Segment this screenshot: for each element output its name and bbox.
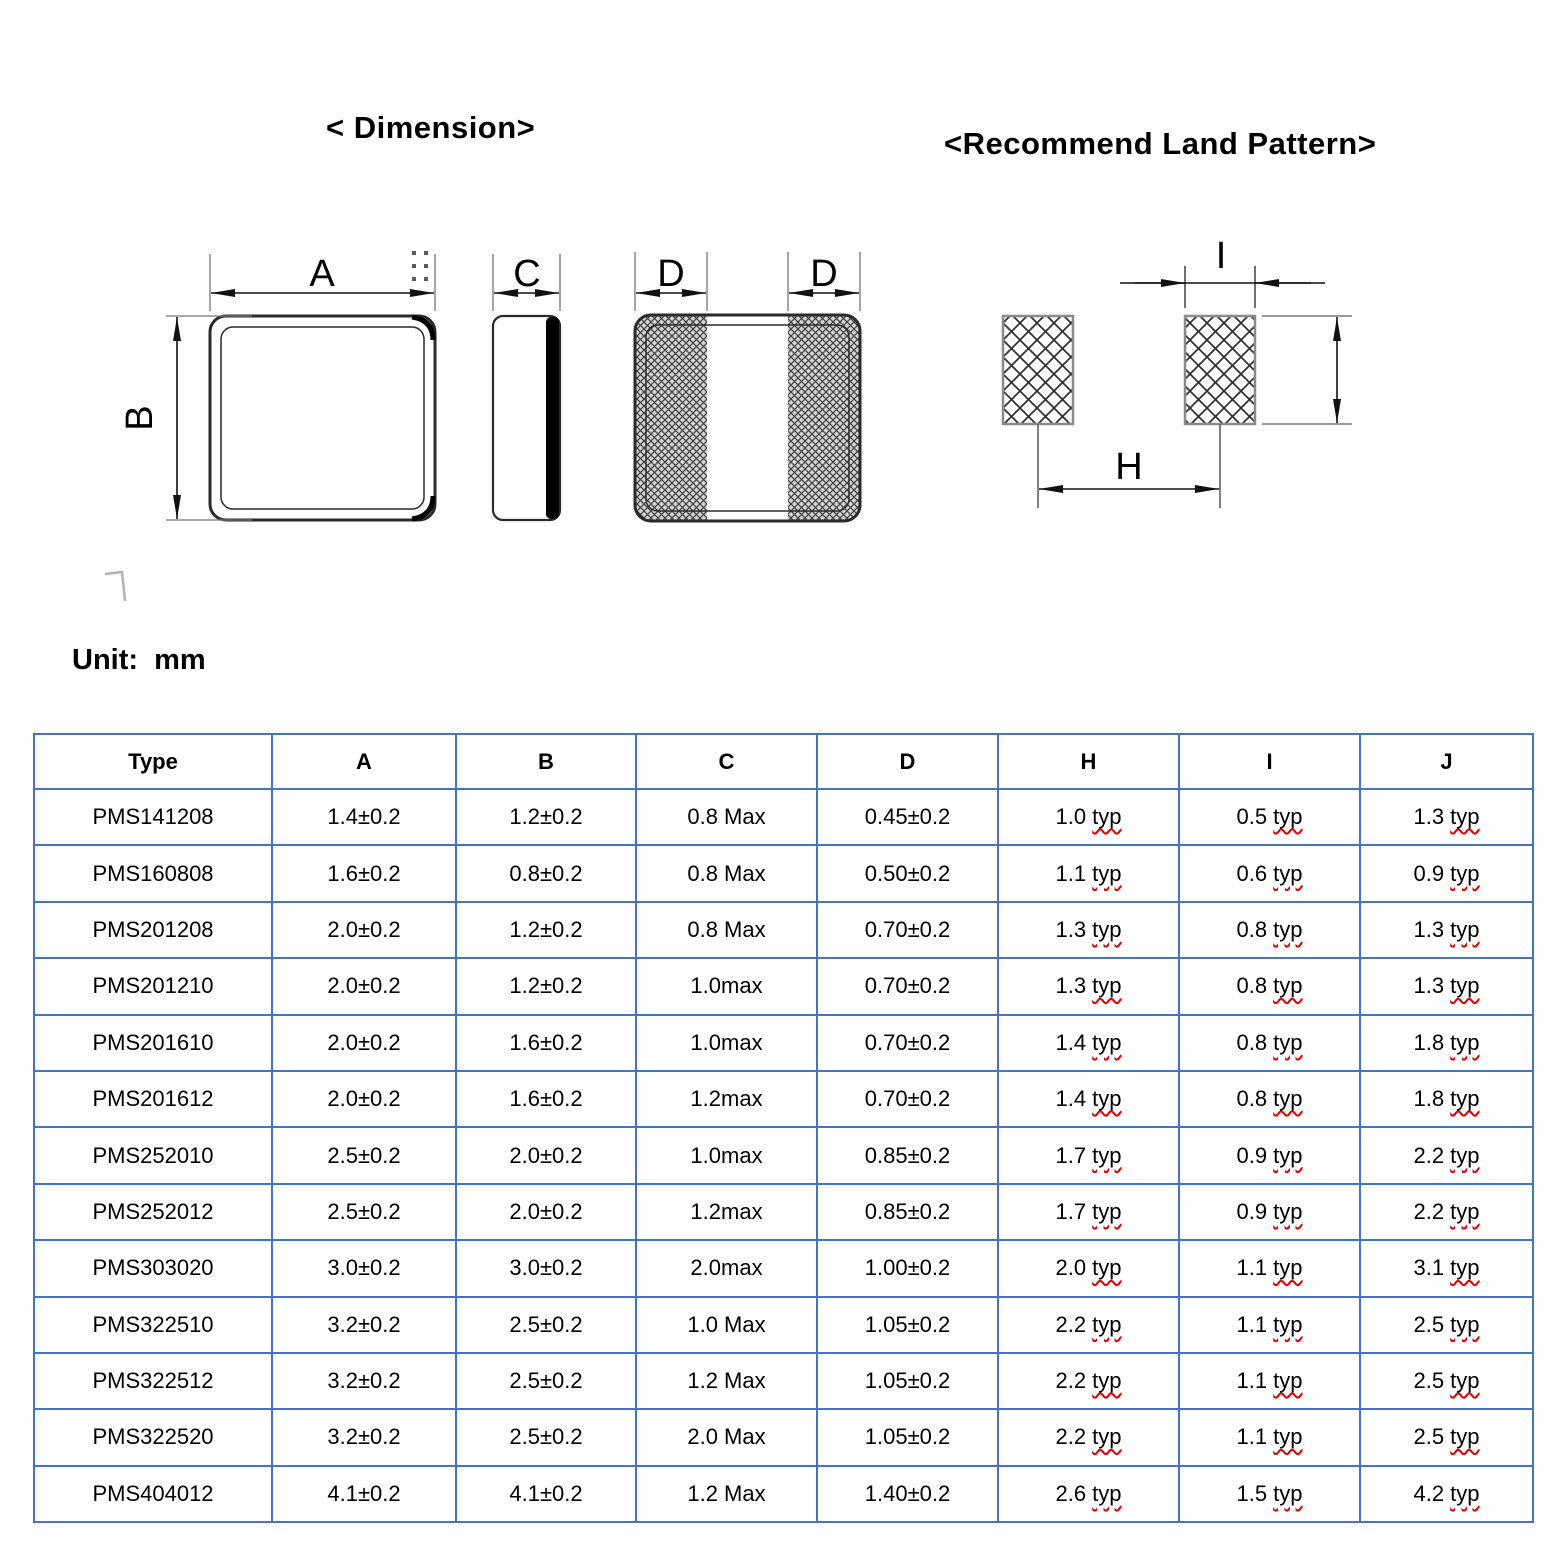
value-cell: 1.4 typ — [998, 1015, 1179, 1071]
column-header-b: B — [456, 734, 636, 789]
column-header-i: I — [1179, 734, 1360, 789]
typ-spellcheck-text: typ — [1273, 860, 1303, 886]
value-cell: 1.2 Max — [636, 1466, 817, 1522]
table-row — [34, 1409, 1533, 1465]
value-cell: 0.70±0.2 — [817, 1071, 998, 1127]
type-cell: PMS201610 — [34, 1015, 272, 1071]
value-cell: 2.0 typ — [998, 1240, 1179, 1296]
value-cell: 1.0max — [636, 958, 817, 1014]
land-pattern — [1003, 235, 1352, 508]
value-cell: 2.0±0.2 — [272, 902, 456, 958]
value-cell: 2.5±0.2 — [272, 1127, 456, 1183]
typ-spellcheck-text: typ — [1450, 1424, 1480, 1450]
value-cell: 0.45±0.2 — [817, 789, 998, 845]
value-cell: 1.0 Max — [636, 1297, 817, 1353]
value-cell: 1.1 typ — [1179, 1297, 1360, 1353]
typ-spellcheck-text: typ — [1450, 1142, 1480, 1168]
value-cell: 0.5 typ — [1179, 789, 1360, 845]
typ-spellcheck-text: typ — [1273, 1368, 1303, 1394]
value-cell: 0.50±0.2 — [817, 845, 998, 901]
table-row — [34, 902, 1533, 958]
value-cell: 2.5 typ — [1360, 1409, 1533, 1465]
front-view-outer-outline — [210, 316, 435, 520]
typ-spellcheck-text: typ — [1450, 916, 1480, 942]
typ-spellcheck-text: typ — [1092, 860, 1122, 886]
value-cell: 1.05±0.2 — [817, 1409, 998, 1465]
value-cell: 1.2±0.2 — [456, 958, 636, 1014]
value-cell: 4.2 typ — [1360, 1466, 1533, 1522]
front-view — [119, 251, 435, 520]
value-cell: 1.05±0.2 — [817, 1297, 998, 1353]
value-cell: 2.6 typ — [998, 1466, 1179, 1522]
value-cell: 2.0±0.2 — [456, 1184, 636, 1240]
value-cell: 2.2 typ — [1360, 1184, 1533, 1240]
value-cell: 1.7 typ — [998, 1127, 1179, 1183]
stray-bracket-mark — [105, 572, 125, 601]
value-cell: 2.0 Max — [636, 1409, 817, 1465]
value-cell: 0.6 typ — [1179, 845, 1360, 901]
value-cell: 0.9 typ — [1179, 1184, 1360, 1240]
land-pattern-title: <Recommend Land Pattern> — [944, 126, 1377, 161]
value-cell: 2.0±0.2 — [456, 1127, 636, 1183]
unit-label: Unit: mm — [72, 644, 206, 676]
value-cell: 0.8 Max — [636, 789, 817, 845]
value-cell: 1.2±0.2 — [456, 789, 636, 845]
table-row — [34, 789, 1533, 845]
value-cell: 4.1±0.2 — [272, 1466, 456, 1522]
value-cell: 2.5±0.2 — [272, 1184, 456, 1240]
type-cell: PMS303020 — [34, 1240, 272, 1296]
value-cell: 1.2max — [636, 1071, 817, 1127]
value-cell: 0.8 typ — [1179, 902, 1360, 958]
type-cell: PMS201208 — [34, 902, 272, 958]
value-cell: 3.1 typ — [1360, 1240, 1533, 1296]
typ-spellcheck-text: typ — [1273, 1086, 1303, 1112]
typ-spellcheck-text: typ — [1273, 1424, 1303, 1450]
typ-spellcheck-text: typ — [1092, 1311, 1122, 1337]
value-cell: 0.8 typ — [1179, 1015, 1360, 1071]
value-cell: 1.3 typ — [998, 958, 1179, 1014]
value-cell: 1.1 typ — [1179, 1240, 1360, 1296]
dimension-title: < Dimension> — [326, 110, 536, 145]
typ-spellcheck-text: typ — [1450, 1198, 1480, 1224]
value-cell: 2.5±0.2 — [456, 1297, 636, 1353]
table-row — [34, 1071, 1533, 1127]
typ-spellcheck-text: typ — [1450, 973, 1480, 999]
type-cell: PMS201210 — [34, 958, 272, 1014]
typ-spellcheck-text: typ — [1273, 1480, 1303, 1506]
value-cell: 2.2 typ — [998, 1297, 1179, 1353]
typ-spellcheck-text: typ — [1092, 1142, 1122, 1168]
value-cell: 2.0±0.2 — [272, 1071, 456, 1127]
type-cell: PMS322512 — [34, 1353, 272, 1409]
engineering-drawings — [0, 0, 1562, 620]
value-cell: 0.9 typ — [1360, 845, 1533, 901]
value-cell: 0.70±0.2 — [817, 958, 998, 1014]
value-cell: 0.8 typ — [1179, 958, 1360, 1014]
typ-spellcheck-text: typ — [1450, 1255, 1480, 1281]
table-row — [34, 1127, 1533, 1183]
typ-spellcheck-text: typ — [1092, 1480, 1122, 1506]
value-cell: 1.0max — [636, 1127, 817, 1183]
typ-spellcheck-text: typ — [1092, 1029, 1122, 1055]
column-header-a: A — [272, 734, 456, 789]
land-pad-right — [1185, 316, 1255, 424]
value-cell: 0.70±0.2 — [817, 902, 998, 958]
table-row — [34, 845, 1533, 901]
typ-spellcheck-text: typ — [1273, 1029, 1303, 1055]
dim-label-c: C — [513, 253, 541, 295]
typ-spellcheck-text: typ — [1450, 1086, 1480, 1112]
value-cell: 1.00±0.2 — [817, 1240, 998, 1296]
type-cell: PMS404012 — [34, 1466, 272, 1522]
typ-spellcheck-text: typ — [1092, 1368, 1122, 1394]
value-cell: 2.2 typ — [1360, 1127, 1533, 1183]
value-cell: 2.2 typ — [998, 1353, 1179, 1409]
typ-spellcheck-text: typ — [1273, 804, 1303, 830]
dim-label-h: H — [1115, 446, 1143, 488]
value-cell: 1.4 typ — [998, 1071, 1179, 1127]
value-cell: 1.7 typ — [998, 1184, 1179, 1240]
value-cell: 1.0 typ — [998, 789, 1179, 845]
table-row — [34, 1297, 1533, 1353]
value-cell: 2.2 typ — [998, 1409, 1179, 1465]
typ-spellcheck-text: typ — [1273, 916, 1303, 942]
value-cell: 1.4±0.2 — [272, 789, 456, 845]
value-cell: 0.8 typ — [1179, 1071, 1360, 1127]
typ-spellcheck-text: typ — [1092, 1424, 1122, 1450]
typ-spellcheck-text: typ — [1092, 973, 1122, 999]
typ-spellcheck-text: typ — [1092, 1086, 1122, 1112]
value-cell: 1.1 typ — [998, 845, 1179, 901]
type-cell: PMS322510 — [34, 1297, 272, 1353]
value-cell: 1.8 typ — [1360, 1015, 1533, 1071]
column-header-d: D — [817, 734, 998, 789]
value-cell: 1.1 typ — [1179, 1353, 1360, 1409]
value-cell: 1.05±0.2 — [817, 1353, 998, 1409]
value-cell: 0.8 Max — [636, 902, 817, 958]
type-cell: PMS201612 — [34, 1071, 272, 1127]
typ-spellcheck-text: typ — [1092, 1255, 1122, 1281]
column-header-type: Type — [34, 734, 272, 789]
typ-spellcheck-text: typ — [1092, 804, 1122, 830]
table-row — [34, 1353, 1533, 1409]
dim-label-d-right: D — [810, 253, 838, 295]
spec-table — [33, 733, 1534, 1523]
dim-label-d-left: D — [657, 253, 685, 295]
value-cell: 2.5±0.2 — [456, 1409, 636, 1465]
value-cell: 2.0±0.2 — [272, 1015, 456, 1071]
value-cell: 0.85±0.2 — [817, 1184, 998, 1240]
land-pad-left — [1003, 316, 1073, 424]
type-cell: PMS322520 — [34, 1409, 272, 1465]
typ-spellcheck-text: typ — [1273, 1198, 1303, 1224]
value-cell: 3.0±0.2 — [456, 1240, 636, 1296]
column-header-j: J — [1360, 734, 1533, 789]
value-cell: 1.6±0.2 — [456, 1071, 636, 1127]
table-row — [34, 1240, 1533, 1296]
type-cell: PMS252012 — [34, 1184, 272, 1240]
value-cell: 1.0max — [636, 1015, 817, 1071]
value-cell: 0.85±0.2 — [817, 1127, 998, 1183]
value-cell: 1.6±0.2 — [272, 845, 456, 901]
column-header-c: C — [636, 734, 817, 789]
value-cell: 2.5±0.2 — [456, 1353, 636, 1409]
value-cell: 1.40±0.2 — [817, 1466, 998, 1522]
typ-spellcheck-text: typ — [1273, 1255, 1303, 1281]
value-cell: 3.2±0.2 — [272, 1353, 456, 1409]
typ-spellcheck-text: typ — [1450, 804, 1480, 830]
typ-spellcheck-text: typ — [1273, 1142, 1303, 1168]
value-cell: 2.5 typ — [1360, 1297, 1533, 1353]
value-cell: 0.8 Max — [636, 845, 817, 901]
typ-spellcheck-text: typ — [1273, 1311, 1303, 1337]
table-row — [34, 958, 1533, 1014]
dim-label-b: B — [119, 405, 161, 431]
value-cell: 1.2max — [636, 1184, 817, 1240]
value-cell: 1.2±0.2 — [456, 902, 636, 958]
typ-spellcheck-text: typ — [1273, 973, 1303, 999]
value-cell: 0.8±0.2 — [456, 845, 636, 901]
column-header-h: H — [998, 734, 1179, 789]
table-row — [34, 1466, 1533, 1522]
type-cell: PMS160808 — [34, 845, 272, 901]
value-cell: 1.3 typ — [998, 902, 1179, 958]
typ-spellcheck-text: typ — [1450, 1368, 1480, 1394]
value-cell: 2.0±0.2 — [272, 958, 456, 1014]
orientation-dots — [412, 251, 428, 281]
table-row — [34, 1184, 1533, 1240]
side-view-electrode — [546, 317, 559, 519]
dim-label-a: A — [309, 253, 335, 295]
value-cell: 1.6±0.2 — [456, 1015, 636, 1071]
value-cell: 1.3 typ — [1360, 958, 1533, 1014]
value-cell: 0.70±0.2 — [817, 1015, 998, 1071]
value-cell: 4.1±0.2 — [456, 1466, 636, 1522]
type-cell: PMS252010 — [34, 1127, 272, 1183]
value-cell: 3.2±0.2 — [272, 1409, 456, 1465]
value-cell: 1.5 typ — [1179, 1466, 1360, 1522]
typ-spellcheck-text: typ — [1450, 860, 1480, 886]
typ-spellcheck-text: typ — [1450, 1311, 1480, 1337]
value-cell: 3.0±0.2 — [272, 1240, 456, 1296]
typ-spellcheck-text: typ — [1450, 1029, 1480, 1055]
value-cell: 2.0max — [636, 1240, 817, 1296]
value-cell: 2.5 typ — [1360, 1353, 1533, 1409]
typ-spellcheck-text: typ — [1092, 916, 1122, 942]
value-cell: 1.8 typ — [1360, 1071, 1533, 1127]
value-cell: 3.2±0.2 — [272, 1297, 456, 1353]
side-view — [493, 253, 560, 520]
header-row — [34, 734, 1533, 789]
value-cell: 1.3 typ — [1360, 902, 1533, 958]
typ-spellcheck-text: typ — [1092, 1198, 1122, 1224]
value-cell: 0.9 typ — [1179, 1127, 1360, 1183]
table-row — [34, 1015, 1533, 1071]
value-cell: 1.3 typ — [1360, 789, 1533, 845]
dim-label-i: I — [1215, 235, 1227, 277]
typ-spellcheck-text: typ — [1450, 1480, 1480, 1506]
value-cell: 1.2 Max — [636, 1353, 817, 1409]
bottom-view — [635, 252, 860, 521]
front-view-inner-outline — [221, 327, 424, 509]
type-cell: PMS141208 — [34, 789, 272, 845]
value-cell: 1.1 typ — [1179, 1409, 1360, 1465]
